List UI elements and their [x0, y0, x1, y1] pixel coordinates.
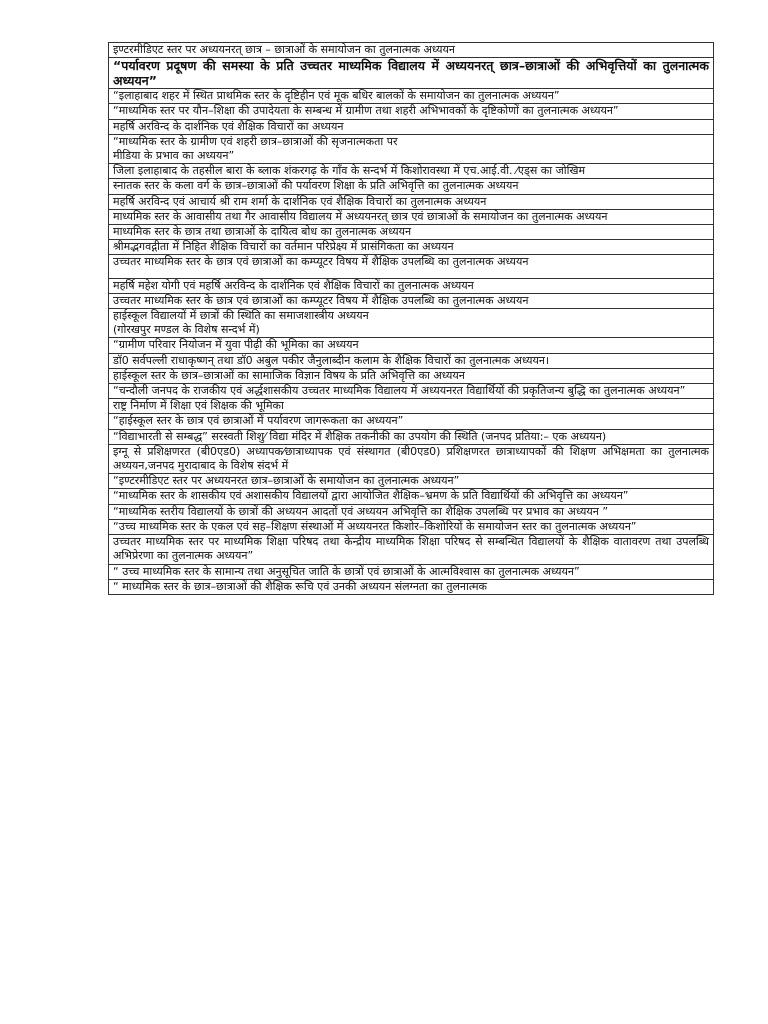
table-row: [109, 104, 714, 119]
title-cell: [109, 278, 714, 293]
title-cell: [109, 338, 714, 353]
title-cell: [109, 399, 714, 414]
title-cell: [109, 444, 714, 473]
title-text: “चन्दौली जनपद के राजकीय एवं अर्द्धशासकीय उच्चतर माध्यमिक विद्यालय में अध्ययनरत विद्यार्थियों की प्रकृतिजन्य बुद्धि का तुलनात्मक अध्ययन”: [113, 384, 686, 398]
title-text: “पर्यावरण प्रदूषण की समस्या के प्रति उच्चतर माध्यमिक विद्यालय में अध्ययनरत् छात्र–छात्राओं की अभिवृत्तियों का तुलनात्मक अध्ययन”: [113, 58, 709, 89]
title-text: “इलाहाबाद शहर में स्थित प्राथमिक स्तर के दृष्टिहीन एवं मूक बधिर बालकों के समायोजन का तुलनात्मक अध्ययन”: [113, 89, 560, 103]
title-cell: [109, 104, 714, 119]
table-row: [109, 119, 714, 134]
title-cell: [109, 309, 714, 338]
title-text: इण्टरमीडिएट स्तर पर अध्ययनरत् छात्र – छात्राओं के समायोजन का तुलनात्मक अध्ययन: [113, 43, 455, 56]
table-row: [109, 225, 714, 240]
table-row: [109, 194, 714, 209]
title-text: स्नातक स्तर के कला वर्ग के छात्र–छात्राओं की पर्यावरण शिक्षा के प्रति अभिवृत्ति का तुलनात्मक अध्ययन: [113, 179, 519, 193]
title-text: “उच्च माध्यमिक स्तर के एकल एवं सह–शिक्षण संस्थाओं में अध्ययनरत किशोर–किशोरियों के समायोजन स्तर का तुलनात्मक अध्ययन”: [113, 519, 637, 533]
title-cell: [109, 579, 714, 594]
title-text: “हाईस्कूल स्तर के छात्र एवं छात्राओं में पर्यावरण जागरूकता का अध्ययन”: [113, 414, 404, 428]
title-cell: [109, 384, 714, 399]
title-cell: [109, 564, 714, 579]
title-text: महर्षि महेश योगी एवं महर्षि अरविन्द के दार्शनिक एवं शैक्षिक विचारों का तुलनात्मक अध्ययन: [113, 278, 474, 292]
title-cell: [109, 225, 714, 240]
table-row: [109, 579, 714, 594]
table-row: [109, 164, 714, 179]
table-row: [109, 429, 714, 444]
table-row: [109, 255, 714, 278]
title-text: माध्यमिक स्तर के आवासीय तथा गैर आवासीय विद्यालय में अध्ययनरत् छात्र एवं छात्राओं के समायोजन का तुलनात्मक अध्ययन: [113, 209, 608, 223]
title-text: “ग्रामीण परिवार नियोजन में युवा पीढ़ी की भूमिका का अध्ययन: [113, 338, 359, 352]
title-cell: [109, 240, 714, 255]
table-row: [109, 519, 714, 534]
title-text: जिला इलाहाबाद के तहसील बारा के ब्लाक शंकरगढ़ के गाँव के सन्दर्भ में किशोरावस्था में एच.आई.वी. ⁄एड्स का जोखिम: [113, 164, 586, 178]
table-row: [109, 293, 714, 308]
table-row: [109, 58, 714, 89]
table-row: [109, 89, 714, 104]
table-row: [109, 134, 714, 163]
title-text: “माध्यमिक स्तरीय विद्यालयों के छात्रों की अध्ययन आदतों एवं अध्ययन अभिवृत्ति का शैक्षिक उपलब्धि पर प्रभाव का अध्ययन ”: [113, 504, 609, 518]
table-row: [109, 474, 714, 489]
title-cell: [109, 293, 714, 308]
title-text: उच्चतर माध्यमिक स्तर पर माध्यमिक शिक्षा परिषद तथा केन्द्रीय माध्यमिक शिक्षा परिषद से सम्बन्धित विद्यालयों के शैक्षिक वातावरण तथा उपलब्धि अभिप्रेरणा का तुलनात्मक अध्ययन”: [113, 535, 709, 563]
title-text: उच्चतर माध्यमिक स्तर के छात्र एवं छात्राओं का कम्प्यूटर विषय में शैक्षिक उपलब्धि का तुलनात्मक अध्ययन: [113, 255, 529, 269]
title-text: हाईस्कूल स्तर के छात्र–छात्राओं का सामाजिक विज्ञान विषय के प्रति अभिवृत्ति का अध्ययन: [113, 368, 465, 382]
title-cell: [109, 519, 714, 534]
title-text: “इण्टरमीडिएट स्तर पर अध्ययनरत छात्र–छात्राओं के समायोजन का तुलनात्मक अध्ययन”: [113, 474, 460, 488]
title-cell: [109, 368, 714, 383]
title-text: डॉ0 सर्वपल्ली राधाकृष्णन् तथा डॉ0 अबुल पकीर जैनुलाब्दीन कलाम के शैक्षिक विचारों का तुलनात्मक अध्ययन।: [113, 353, 550, 367]
table-row: [109, 384, 714, 399]
table-body: [109, 43, 714, 595]
table-row: [109, 564, 714, 579]
thesis-titles-table: [108, 42, 714, 595]
title-text: राष्ट्र निर्माण में शिक्षा एवं शिक्षक की भूमिका: [113, 399, 284, 413]
table-row: [109, 399, 714, 414]
title-text: “विद्याभारती से सम्बद्ध” सरस्वती शिशु⁄ विद्या मंदिर में शैक्षिक तकनीकी का उपयोग की स्थिति (जनपद प्रतिया:– एक अध्ययन): [113, 429, 607, 443]
table-row: [109, 278, 714, 293]
title-text: हाईस्कूल विद्यालयों में छात्रों की स्थिति का समाजशास्त्रीय अध्ययन (गोरखपुर मण्डल के विशेष सन्दर्भ में): [113, 309, 369, 337]
table-row: [109, 209, 714, 224]
title-cell: [109, 414, 714, 429]
title-text: “माध्यमिक स्तर पर यौन–शिक्षा की उपादेयता के सम्बन्ध में ग्रामीण तथा शहरी अभिभावकों के दृष्टिकोणों का तुलनात्मक अध्ययन”: [113, 104, 619, 118]
title-cell: [109, 429, 714, 444]
title-cell: [109, 119, 714, 134]
table-row: [109, 368, 714, 383]
title-cell: [109, 179, 714, 194]
table-row: [109, 309, 714, 338]
title-text: माध्यमिक स्तर के छात्र तथा छात्राओं के दायित्व बोध का तुलनात्मक अध्ययन: [113, 225, 412, 239]
title-text: “माध्यमिक स्तर के शासकीय एवं अशासकीय विद्यालयों द्वारा आयोजित शैक्षिक–भ्रमण के प्रति विद्यार्थियों की अभिवृत्ति का अध्ययन”: [113, 489, 629, 503]
title-text: महर्षि अरविन्द के दार्शनिक एवं शैक्षिक विचारों का अध्ययन: [113, 119, 344, 133]
title-cell: [109, 353, 714, 368]
title-text: “माध्यमिक स्तर के ग्रामीण एवं शहरी छात्र–छात्राओं की सृजनात्मकता पर मीडिया के प्रभाव का अध्ययन”: [113, 134, 398, 163]
table-row: [109, 504, 714, 519]
title-cell: [109, 535, 714, 564]
title-text: श्रीमद्भगवद्गीता में निहित शैक्षिक विचारों का वर्तमान परिप्रेक्ष्य में प्रासंगिकता का अध्ययन: [113, 240, 454, 254]
title-cell: [109, 255, 714, 278]
title-text: “ माध्यमिक स्तर के छात्र–छात्राओं की शैक्षिक रूचि एवं उनकी अध्ययन संलग्नता का तुलनात्मक: [113, 579, 488, 593]
table-row: [109, 353, 714, 368]
table-row: [109, 414, 714, 429]
title-text: “ उच्च माध्यमिक स्तर के सामान्य तथा अनुसूचित जाति के छात्रों एवं छात्राओं के आत्मविश्वास का तुलनात्मक अध्ययन”: [113, 564, 580, 578]
table-row: [109, 535, 714, 564]
table-row: [109, 240, 714, 255]
title-cell: [109, 489, 714, 504]
title-cell: [109, 89, 714, 104]
table-row: [109, 338, 714, 353]
title-text: इग्नू से प्रशिक्षणरत (बी0एड0) अध्यापक⁄छात्राध्यापक एवं संस्थागत (बी0एड0) प्रशिक्षणरत छात्राध्यापकों की शिक्षण अभिक्षमता का तुलनात्मक अध्ययन,जनपद मुरादाबाद के विशेष संदर्भ में: [113, 444, 709, 473]
title-cell: [109, 58, 714, 89]
table-row: [109, 43, 714, 58]
title-text: महर्षि अरविन्द एवं आचार्य श्री राम शर्मा के दार्शनिक एवं शैक्षिक विचारों का तुलनात्मक अध्ययन: [113, 194, 487, 208]
title-cell: [109, 474, 714, 489]
table-row: [109, 444, 714, 473]
title-cell: [109, 194, 714, 209]
title-cell: [109, 164, 714, 179]
table-row: [109, 179, 714, 194]
title-cell: [109, 43, 714, 58]
table-row: [109, 489, 714, 504]
title-text: उच्चतर माध्यमिक स्तर के छात्र एवं छात्राओं का कम्प्यूटर विषय में शैक्षिक उपलब्धि का तुलनात्मक अध्ययन: [113, 293, 529, 307]
title-cell: [109, 134, 714, 163]
title-cell: [109, 504, 714, 519]
title-cell: [109, 209, 714, 224]
